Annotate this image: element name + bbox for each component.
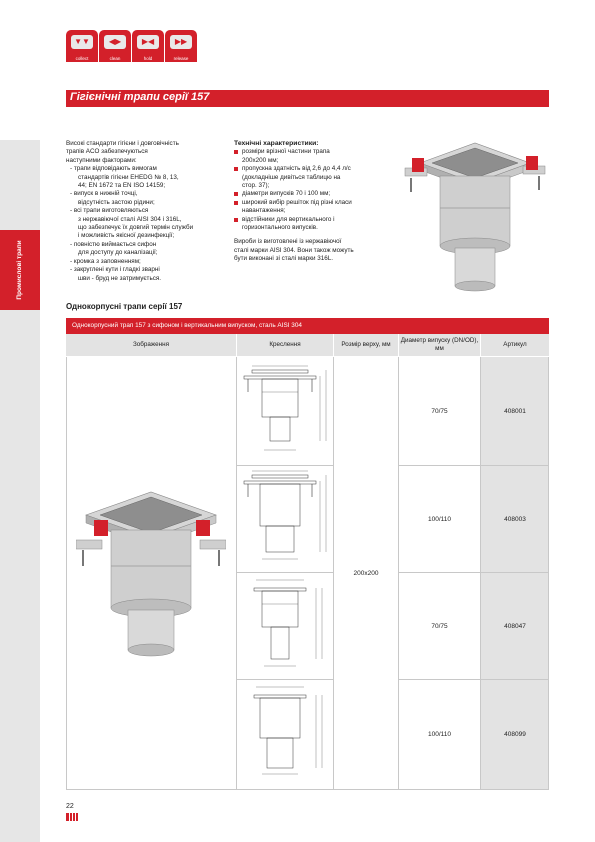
process-icon-strip	[66, 30, 198, 62]
table-border	[66, 357, 67, 790]
intro-line: Високі стандарти гігієни і довговічність	[66, 140, 179, 147]
technical-drawing-408001	[240, 362, 330, 460]
intro-line: відсутність застою рідини;	[78, 198, 155, 206]
article-cell: 408003	[504, 515, 526, 523]
outlet-cell: 70/75	[431, 622, 448, 630]
table-border	[236, 572, 333, 573]
spec-item: діаметри випусків 70 і 100 мм;	[234, 190, 354, 198]
intro-line: стандартів гігієни EHEDG № 8, 13,	[78, 173, 179, 181]
clean-arrows-icon: ◀▶	[104, 35, 126, 49]
table-border	[66, 789, 549, 790]
collect-tile	[66, 30, 98, 62]
size-cell: 200x200	[353, 569, 379, 577]
table-border	[236, 357, 237, 790]
table-caption-bar	[66, 318, 549, 334]
intro-line: і можливість якісної дезинфекції;	[78, 232, 175, 240]
intro-line: для доступу до каналізації;	[78, 249, 158, 257]
technical-drawing-408003	[240, 469, 330, 567]
clean-tile	[99, 30, 131, 62]
intro-line: трапів ACO забезпечуються	[66, 148, 148, 156]
double-right-arrow-icon: ▶▶	[170, 35, 192, 49]
intro-line: - закруглені кути і гладкі зварні	[70, 266, 160, 274]
drain-photo-top	[400, 138, 550, 298]
spec-item: пропускна здатність від 2,6 до 4,4 л/с (докладніше дивіться таблицю на стор. 37);	[234, 165, 354, 190]
page-title: Гігієнічні трапи серії 157	[70, 91, 210, 103]
intro-line: наступними факторами:	[66, 156, 137, 164]
intro-line: - випуск в нижній точці,	[70, 190, 138, 198]
side-tab[interactable]	[0, 230, 40, 310]
spec-item: широкий вибір решіток під різні класи навантаження;	[234, 199, 354, 216]
article-cell: 408001	[504, 407, 526, 415]
article-cell: 408047	[504, 622, 526, 630]
intro-line: що забезпечує їх довгий термін служби	[78, 224, 194, 232]
col-header-drawing: Креслення	[237, 334, 334, 356]
release-label: release	[173, 56, 189, 61]
col-header-article: Артикул	[481, 334, 549, 356]
intro-line: - кромка з заповненням;	[70, 257, 141, 265]
page-marker	[66, 813, 78, 821]
intro-text	[66, 140, 226, 283]
table-border	[236, 465, 333, 466]
col-header-outlet: Диаметр випуску (DN/OD), мм	[399, 334, 481, 356]
spec-item: відстійники для вертикального і горизонтального випусків.	[234, 216, 354, 233]
drain-photo-table	[76, 480, 226, 660]
specs-note: Вироби із виготовлені із нержавіючої сталі марки AISI 304. Вони також можуть бути виконані зі сталі марки 316L.	[234, 238, 354, 263]
side-tab-label: Промислові трапи	[16, 240, 23, 300]
page-title-bar	[66, 90, 549, 107]
table-border	[236, 679, 333, 680]
technical-drawing-408099	[240, 683, 330, 781]
specs-text	[234, 140, 354, 264]
hold-arrows-icon: ▶◀	[137, 35, 159, 49]
intro-line: - трапи відповідають вимогам	[70, 165, 157, 173]
table-caption: Однокорпусний трап 157 з сифоном і вертикальним випуском, сталь AISI 304	[72, 322, 302, 329]
article-cell: 408099	[504, 731, 526, 738]
intro-line: з нержавіючої сталі AISI 304 і 316L,	[78, 215, 182, 223]
intro-line: - повністю виймається сифон	[70, 240, 157, 248]
double-down-arrow-icon: ▼▼	[71, 35, 93, 49]
outlet-cell: 100/110	[427, 515, 451, 523]
section-heading: Однокорпусні трапи серії 157	[66, 302, 183, 311]
intro-line: 44; EN 1672 та EN ISO 14159;	[78, 182, 166, 190]
intro-line: шви - бруд не затримується.	[78, 274, 162, 282]
hold-tile	[132, 30, 164, 62]
intro-line: - всі трапи виготовляються	[70, 207, 149, 215]
col-header-image: Зображення	[66, 334, 237, 356]
spec-item: розміри врізної частини трапа 200х200 мм;	[234, 148, 354, 165]
hold-label: hold	[143, 56, 153, 61]
specs-heading: Технічні характеристики:	[234, 140, 319, 147]
page-number: 22	[66, 803, 74, 810]
technical-drawing-408047	[240, 576, 330, 674]
release-tile	[165, 30, 197, 62]
outlet-cell: 70/75	[431, 407, 448, 415]
collect-label: collect	[75, 56, 89, 61]
clean-label: clean	[109, 56, 121, 61]
col-header-size: Розмір верху, мм	[334, 334, 399, 356]
outlet-cell: 100/110	[427, 731, 451, 738]
